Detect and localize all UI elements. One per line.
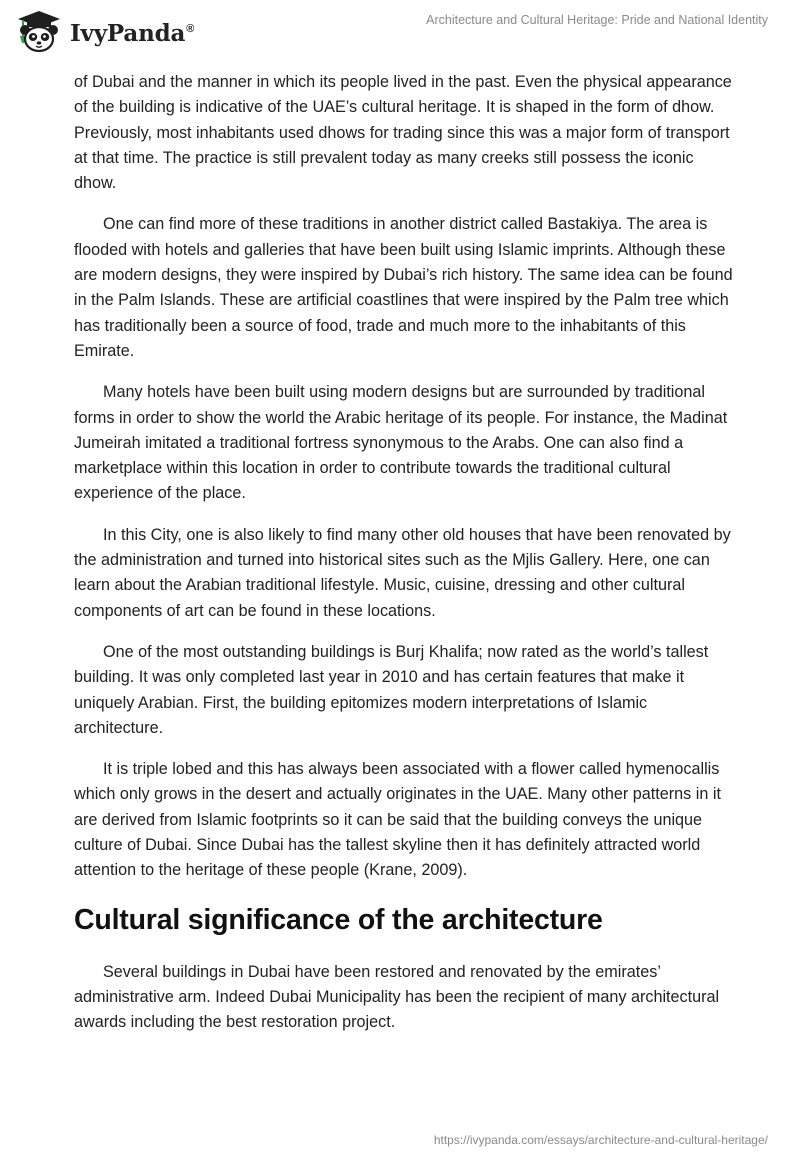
paragraph-burj-khalifa: One of the most outstanding buildings is Burj Khalifa; now rated as the world’s tallest building. It was only completed last year in 2010 and has certain features that make it uniquely Arabian. First, the building epitomizes modern interpretations of Islamic architecture. [74,642,709,737]
paragraph-continued: of Dubai and the manner in which its people lived in the past. Even the physical appearance of the building is indicative of the UAE’s cultural heritage. It is shaped in the form of dhow. Previously, most inhabitants used dhows for trading since this was a major form of transport at that time. The practice is still prevalent today as many creeks still possess the iconic dhow. [74,73,732,193]
brand-name [70,20,194,47]
panda-graduation-cap-icon [14,10,64,54]
essay-content [74,70,734,1052]
paragraph-restoration: Several buildings in Dubai have been restored and renovated by the emirates’ administrative arm. Indeed Dubai Municipality has been the recipient of many architectural awards including the best restoration project. [74,962,720,1032]
source-url[interactable]: https://ivypanda.com/essays/architecture-and-cultural-heritage/ [433,1133,768,1147]
paragraph-madinat-jumeirah: Many hotels have been built using modern designs but are surrounded by traditional forms in order to show the world the Arabic heritage of its people. For instance, the Madinat Jumeirah imitated a traditional fortress synonymous to the Arabs. One can also find a marketplace within this location in order to contribute towards the traditional cultural experience of the place. [74,383,728,503]
section-heading: Cultural significance of the architecture [74,903,603,936]
document-title: Architecture and Cultural Heritage: Pride and National Identity [426,13,768,27]
page-header [0,0,800,70]
ivypanda-logo[interactable] [14,10,194,54]
registered-mark: ® [186,22,195,35]
paragraph-old-houses: In this City, one is also likely to find many other old houses that have been renovated by the administration and turned into historical sites such as the Mjlis Gallery. Here, one can learn about the Arabian traditional lifestyle. Music, cuisine, dressing and other cultural components of art can be found in these locations. [74,525,731,620]
brand-name-text: IvyPanda [70,19,186,47]
paragraph-triple-lobed: It is triple lobed and this has always been associated with a flower called hymenocallis which only grows in the desert and actually originates in the UAE. Many other patterns in it are derived from Islamic footprints so it can be said that the building conveys the unique culture of Dubai. Since Dubai has the tallest skyline then it has definitely attracted world attention to the heritage of these people (Krane, 2009). [74,760,721,880]
paragraph-bastakiya: One can find more of these traditions in another district called Bastakiya. The area is flooded with hotels and galleries that have been built using Islamic imprints. Although these are modern designs, they were inspired by Dubai’s rich history. The same idea can be found in the Palm Islands. These are artificial coastlines that were inspired by the Palm tree which has traditionally been a source of food, trade and much more to the inhabitants of this Emirate. [74,215,733,360]
